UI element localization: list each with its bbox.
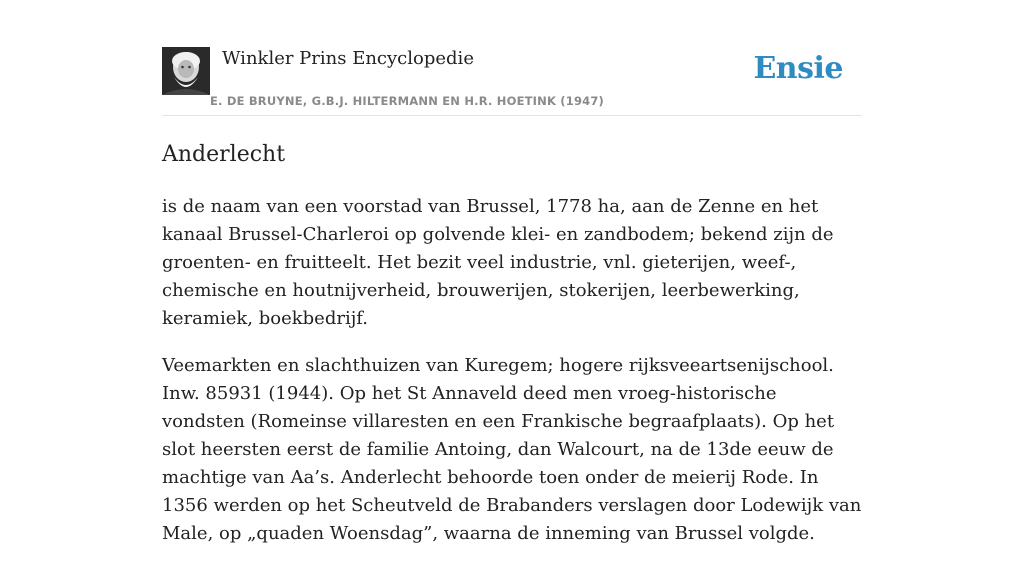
page <box>162 0 862 544</box>
entry-paragraph: Veemarkten en slachthuizen van Kuregem; hogere rijksveeartsenijschool. Inw. 85931 (1944). Op het St Annaveld deed men vroeg-historische vondsten (Romeinse villaresten en een Frankische begraafplaats). Op het slot heersten eerst de familie Antoing, dan Walcourt, na de 13de eeuw de machtige van Aa’s. Anderlecht behoorde toen onder de meierij Rode. In 1356 werden op het Scheutveld de Brabanders verslagen door Lodewijk van Male, op „quaden Woensdag”, waarna de inneming van Brussel volgde. <box>162 355 862 544</box>
author-avatar[interactable] <box>162 47 210 95</box>
entry-paragraph: is de naam van een voorstad van Brussel, 1778 ha, aan de Zenne en het kanaal Brussel-Charleroi op golvende klei- en zandbodem; bekend zijn de groenten- en fruitteelt. Het bezit veel industrie, vnl. gieterijen, weef-, chemische en houtnijverheid, brouwerijen, stokerijen, leerbewerking, keramiek, boekbedrijf. <box>162 196 834 329</box>
entry-body <box>162 193 862 567</box>
source-title[interactable]: Winkler Prins Encyclopedie <box>222 48 474 69</box>
ensie-logo[interactable]: Ensie <box>753 51 843 86</box>
entry-title: Anderlecht <box>162 142 286 167</box>
source-header <box>162 0 862 116</box>
author-portrait-icon <box>162 47 210 95</box>
source-authors: E. DE BRUYNE, G.B.J. HILTERMANN EN H.R. HOETINK (1947) <box>210 94 605 108</box>
